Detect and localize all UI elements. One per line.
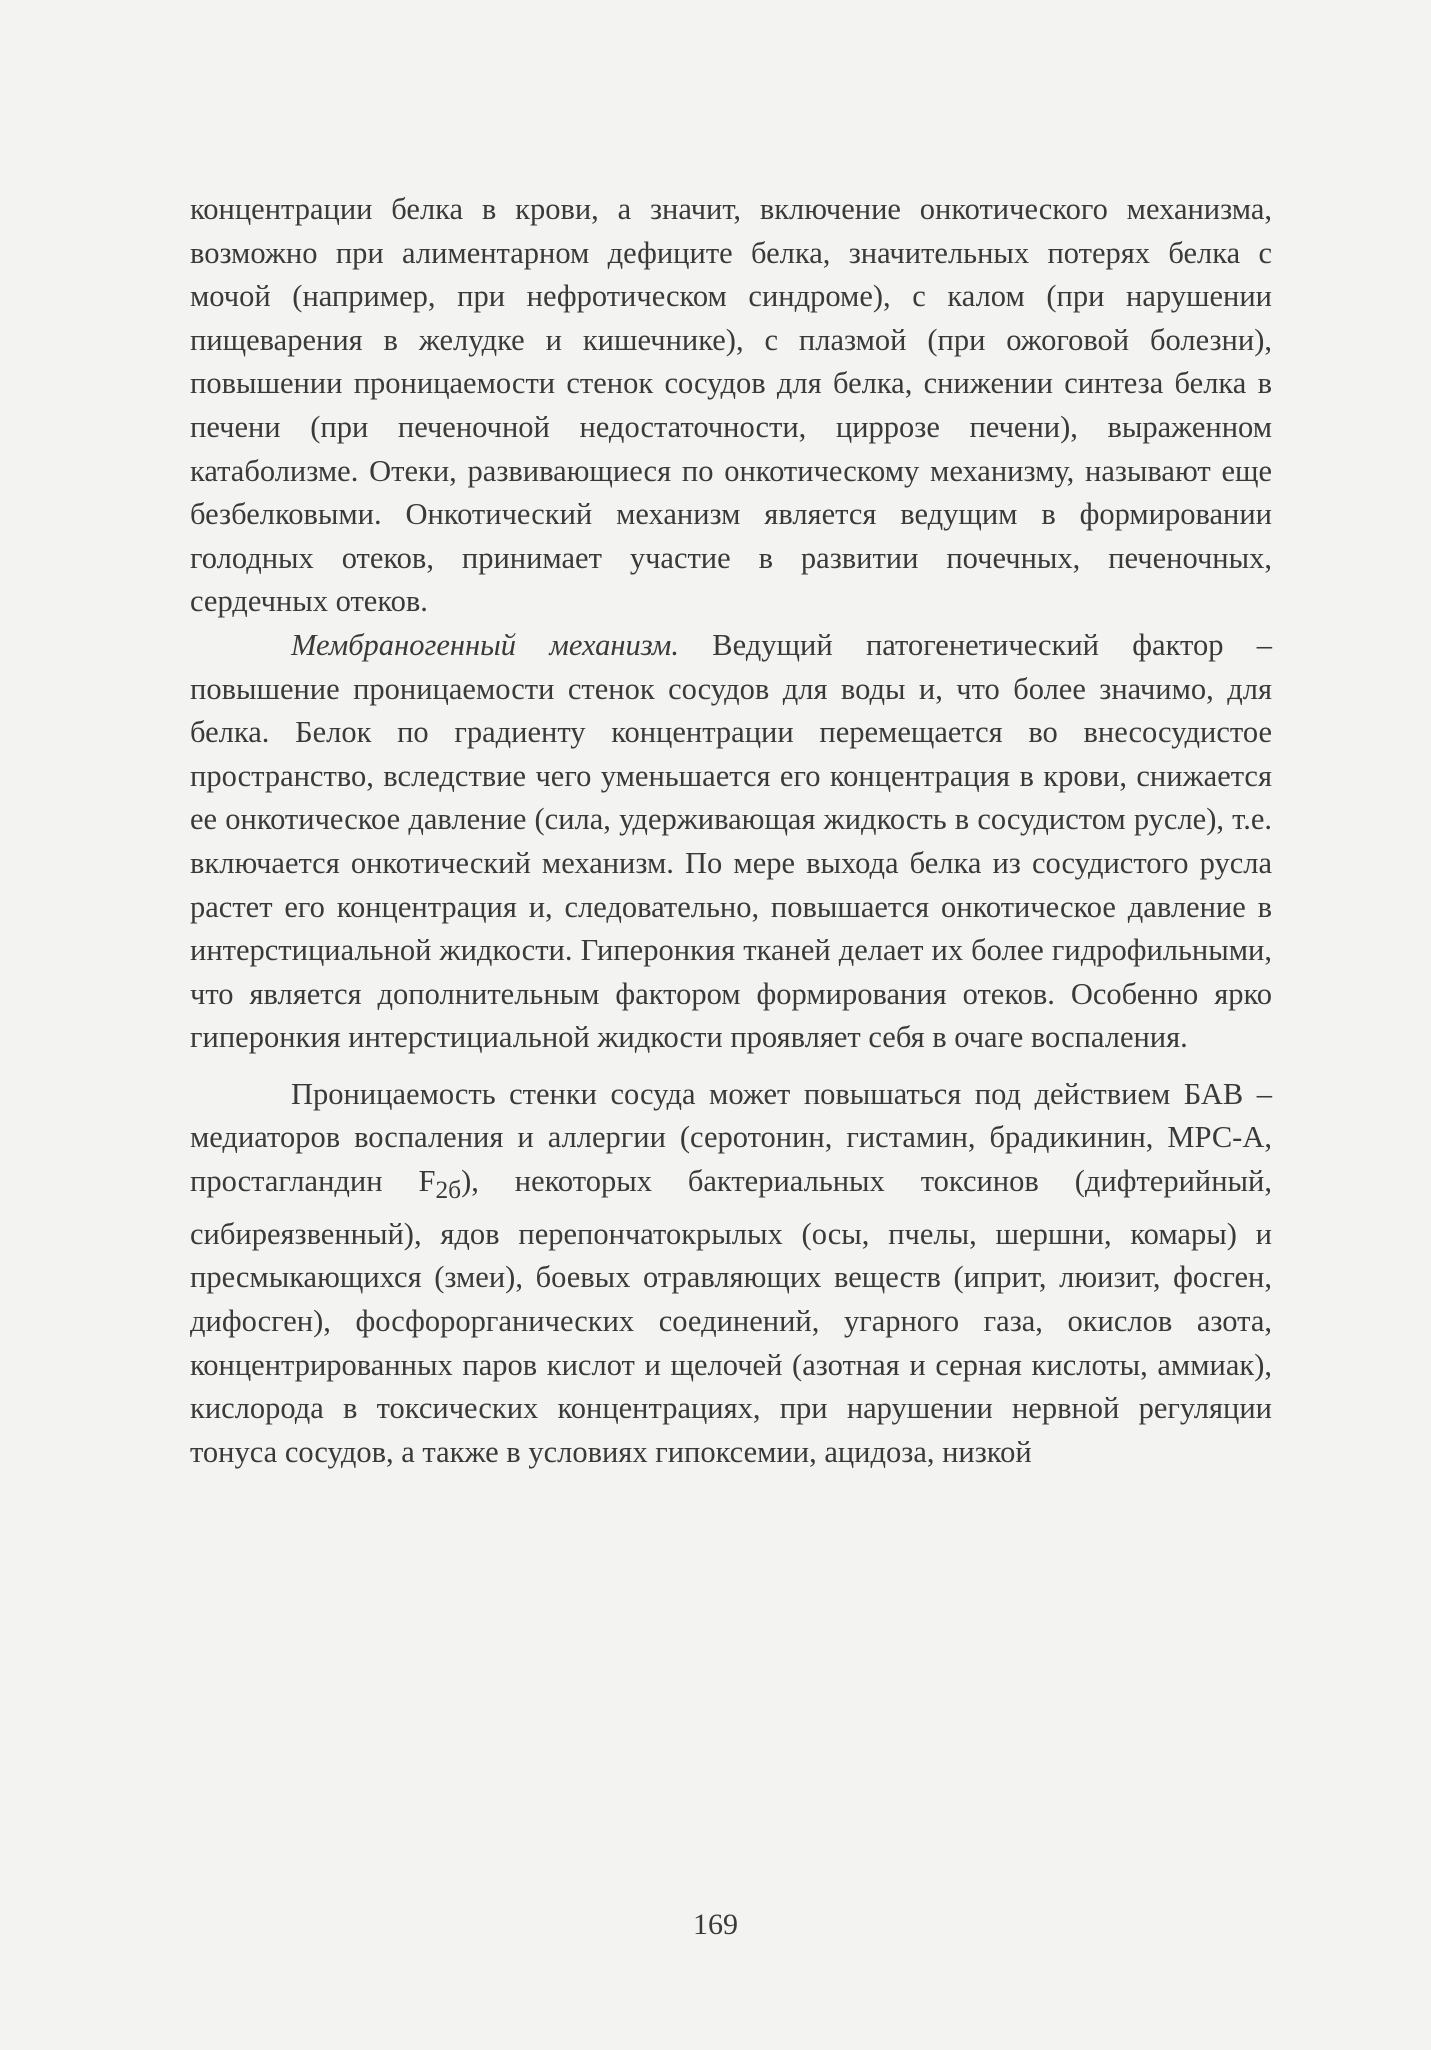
paragraph-permeability [190,1073,1272,1474]
paragraph-permeability-text-2: ), некоторых бактериальных токсинов (дифтерийный, сибиреязвенный), ядов перепончатокрылых (осы, пчелы, шершни, комары) и пресмыкающихся (змеи), боевых отравляющих веществ (иприт, люизит, фосген, дифосген), фосфорорганических соединений, угарного газа, окислов азота, концентрированных паров кислот и щелочей (азотная и серная кислоты, аммиак), кислорода в токсических концентрациях, при нарушении нервной регуляции тонуса сосудов, а также в условиях гипоксемии, ацидоза, низкой [190,1164,1272,1469]
body-text [190,188,1272,1474]
paragraph-membranogenic [190,624,1272,1060]
paragraph-permeability-text-1: Проницаемость стенки сосуда может повышаться под действием БАВ – медиаторов воспаления и аллергии (серотонин, гистамин, брадикинин, МРС-А, простагландин F [190,1076,1272,1199]
paragraph-membranogenic-text: Ведущий патогенетический фактор – повышение проницаемости стенок сосудов для воды и, что более значимо, для белка. Белок по градиенту концентрации перемещается во внесосудистое пространство, вследствие чего уменьшается его концентрация в крови, снижается ее онкотическое давление (сила, удерживающая жидкость в сосудистом русле), т.е. включается онкотический механизм. По мере выхода белка из сосудистого русла растет его концентрация и, следовательно, повышается онкотическое давление в интерстициальной жидкости. Гиперонкия тканей делает их более гидрофильными, что является дополнительным фактором формирования отеков. Особенно ярко гиперонкия интерстициальной жидкости проявляет себя в очаге воспаления. [190,627,1272,1055]
subscript: 2б [435,1176,462,1205]
paragraph-oncotic: концентрации белка в крови, а значит, включение онкотического механизма, возможно при алиментарном дефиците белка, значительных потерях белка с мочой (например, при нефротическом синдроме), с калом (при нарушении пищеварения в желудке и кишечнике), с плазмой (при ожоговой болезни), повышении проницаемости стенок сосудов для белка, снижении синтеза белка в печени (при печеночной недостаточности, циррозе печени), выраженном катаболизме. Отеки, развивающиеся по онкотическому механизму, называют еще безбелковыми. Онкотический механизм является ведущим в формировании голодных отеков, принимает участие в развитии почечных, печеночных, сердечных отеков. [190,192,1272,619]
section-heading-italic: Мембраногенный механизм. [291,627,679,662]
page-number: 169 [693,1908,738,1941]
